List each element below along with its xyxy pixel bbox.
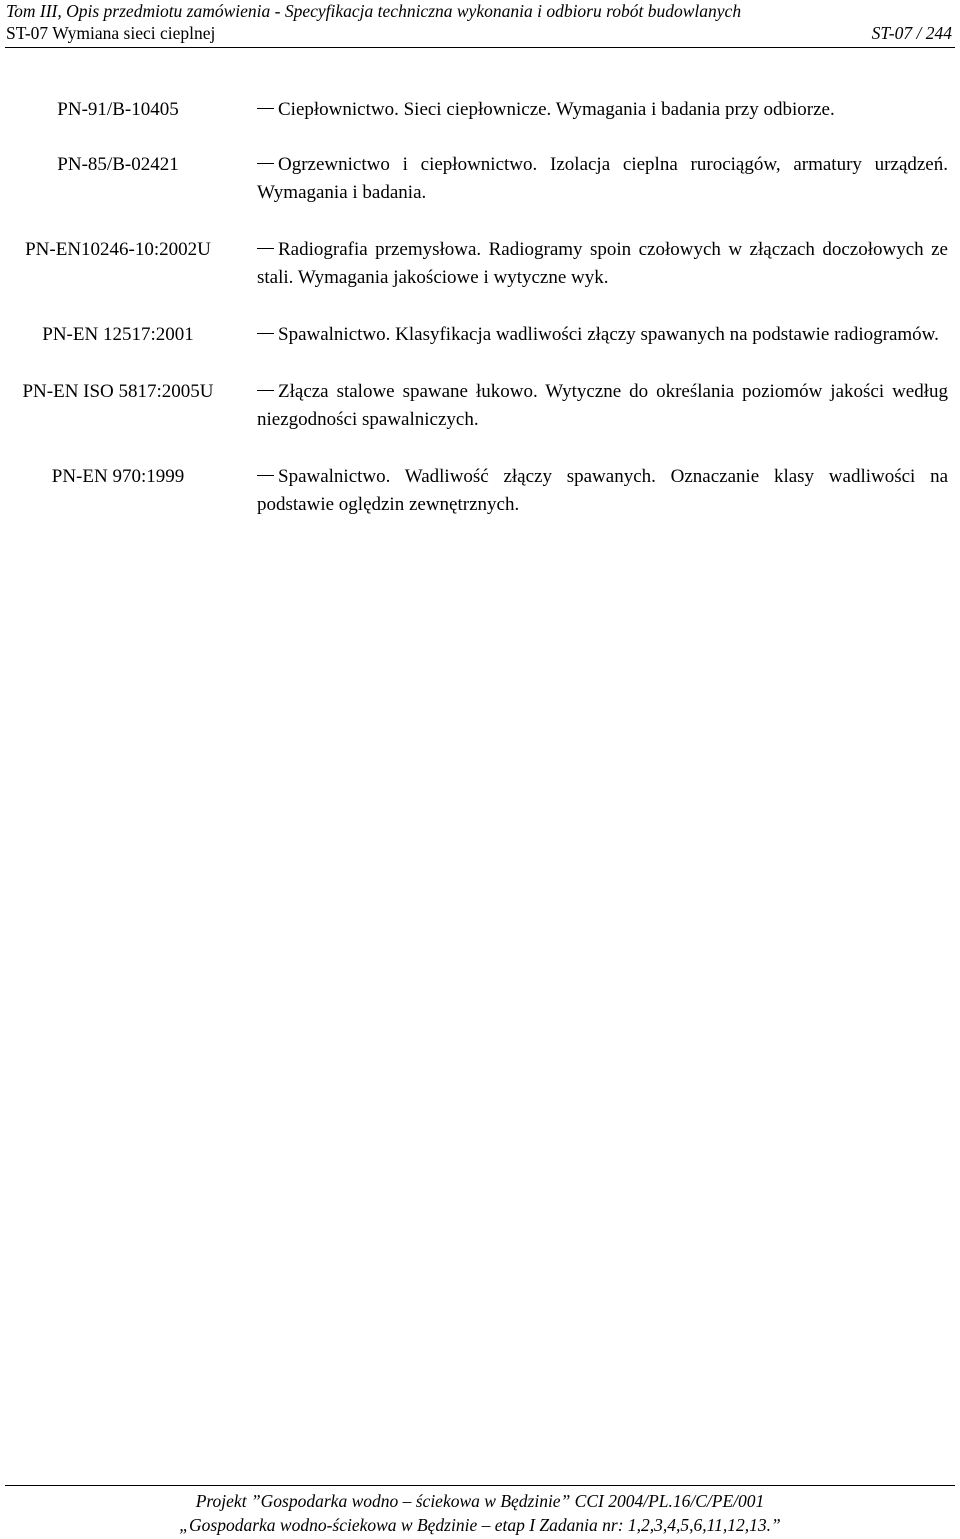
dash-bullet: [257, 390, 274, 391]
standard-description: Ogrzewnictwo i ciepłownictwo. Izolacja cieplna rurociągów, armatury urządzeń. Wymagania i badania.: [257, 154, 948, 203]
standards-list: [0, 96, 948, 519]
dash-bullet: [257, 108, 274, 109]
standard-description: Ciepłownictwo. Sieci ciepłownicze. Wymagania i badania przy odbiorze.: [278, 99, 835, 120]
standard-item: [0, 378, 948, 434]
dash-bullet: [257, 163, 274, 164]
standard-description-row: [257, 96, 948, 124]
standard-description: Spawalnictwo. Wadliwość złączy spawanych. Oznaczanie klasy wadliwości na podstawie oględzin zewnętrznych.: [257, 466, 948, 515]
standard-item: [0, 321, 948, 349]
standard-item: [0, 151, 948, 207]
standard-description-row: [257, 151, 948, 207]
dash-bullet: [257, 475, 274, 476]
page-reference: ST-07 / 244: [871, 23, 952, 43]
standard-code: PN-EN 12517:2001: [42, 324, 194, 345]
standard-item: [0, 463, 948, 519]
standard-description: Radiografia przemysłowa. Radiogramy spoin czołowych w złączach doczołowych ze stali. Wymagania jakościowe i wytyczne wyk.: [257, 239, 948, 288]
dash-bullet: [257, 248, 274, 249]
standard-code: PN-91/B-10405: [57, 99, 179, 120]
standard-item: [0, 236, 948, 292]
footer-task: „Gospodarka wodno-ściekowa w Będzinie – etap I Zadania nr: 1,2,3,4,5,6,11,12,13.”: [179, 1515, 781, 1535]
footer-divider: [5, 1485, 955, 1486]
section-title: ST-07 Wymiana sieci cieplnej: [6, 23, 216, 43]
page-header: [6, 0, 952, 44]
standard-code: PN-EN ISO 5817:2005U: [22, 381, 214, 402]
standard-code: PN-EN 970:1999: [51, 466, 185, 487]
standard-code: PN-EN10246-10:2002U: [25, 239, 211, 260]
header-divider: [5, 47, 955, 48]
standard-description: Złącza stalowe spawane łukowo. Wytyczne do określania poziomów jakości według niezgodności spawalniczych.: [257, 381, 948, 430]
standard-description: Spawalnictwo. Klasyfikacja wadliwości złączy spawanych na podstawie radiogramów.: [278, 324, 939, 345]
standard-code: PN-85/B-02421: [57, 154, 179, 175]
dash-bullet: [257, 333, 274, 334]
standard-description-row: [257, 321, 948, 349]
standard-description-row: [257, 236, 948, 292]
standard-description-row: [257, 463, 948, 519]
standard-item: [0, 96, 948, 124]
header-row: [6, 22, 952, 44]
standard-description-row: [257, 378, 948, 434]
footer-project: Projekt ”Gospodarka wodno – ściekowa w Będzinie” CCI 2004/PL.16/C/PE/001: [195, 1491, 765, 1511]
document-title: Tom III, Opis przedmiotu zamówienia - Specyfikacja techniczna wykonania i odbioru robót budowlanych: [6, 1, 742, 21]
